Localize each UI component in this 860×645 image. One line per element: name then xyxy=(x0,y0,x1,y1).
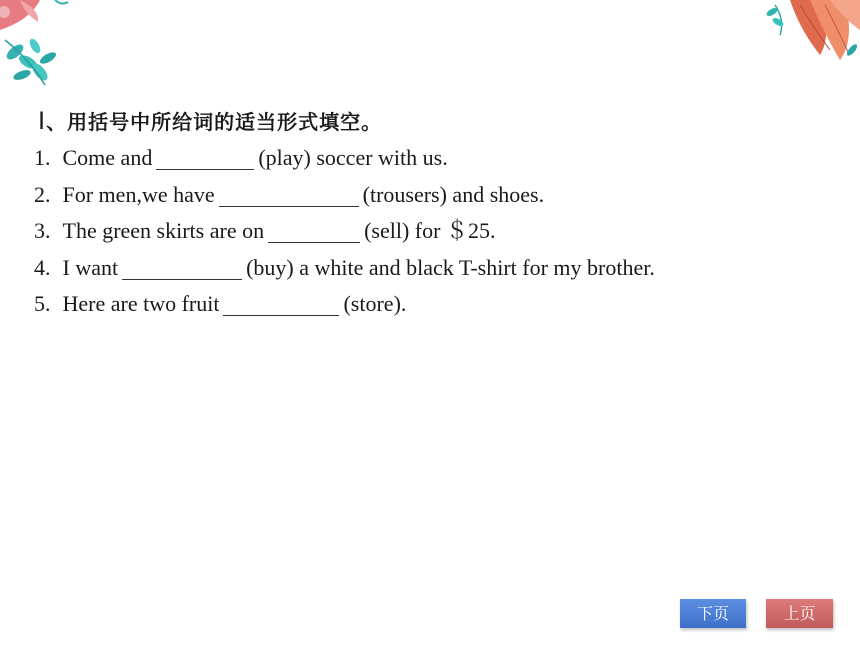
question-text-after: (store). xyxy=(343,291,407,316)
leaf-cluster-icon xyxy=(0,0,90,95)
question-number: 1. xyxy=(34,145,51,170)
question-number: 3. xyxy=(34,218,51,243)
question-item xyxy=(34,179,844,216)
question-list xyxy=(34,142,844,325)
answer-blank[interactable] xyxy=(156,149,254,170)
question-number: 4. xyxy=(34,254,51,280)
question-number: 2. xyxy=(34,181,51,207)
question-number: 5. xyxy=(34,291,51,316)
question-text-before: The green skirts are on xyxy=(62,218,265,243)
section-number: Ⅰ xyxy=(38,109,47,135)
question-text-before: Here are two fruit xyxy=(62,291,220,316)
flower-cluster-icon xyxy=(730,0,860,70)
answer-blank[interactable] xyxy=(122,259,242,280)
question-text-after: (play) soccer with us. xyxy=(258,145,448,170)
question-item xyxy=(34,142,844,179)
question-item xyxy=(34,288,844,325)
next-page-button[interactable]: 下页 xyxy=(680,599,746,628)
section-heading xyxy=(38,106,382,136)
question-text-after: (trousers) and shoes. xyxy=(362,181,545,207)
question-text-after: (sell) for ＄25. xyxy=(364,218,496,243)
question-text-before: For men,we have xyxy=(62,181,215,207)
question-item xyxy=(34,215,844,252)
answer-blank[interactable] xyxy=(268,222,360,243)
question-item xyxy=(34,252,844,289)
previous-page-button[interactable]: 上页 xyxy=(766,599,833,628)
answer-blank[interactable] xyxy=(223,295,339,316)
question-text-after: (buy) a white and black T-shirt for my brother. xyxy=(246,254,655,280)
section-instruction: 、用括号中所给词的适当形式填空。 xyxy=(46,110,383,134)
question-text-before: I want xyxy=(62,254,119,280)
answer-blank[interactable] xyxy=(219,186,359,207)
question-text-before: Come and xyxy=(62,145,153,170)
